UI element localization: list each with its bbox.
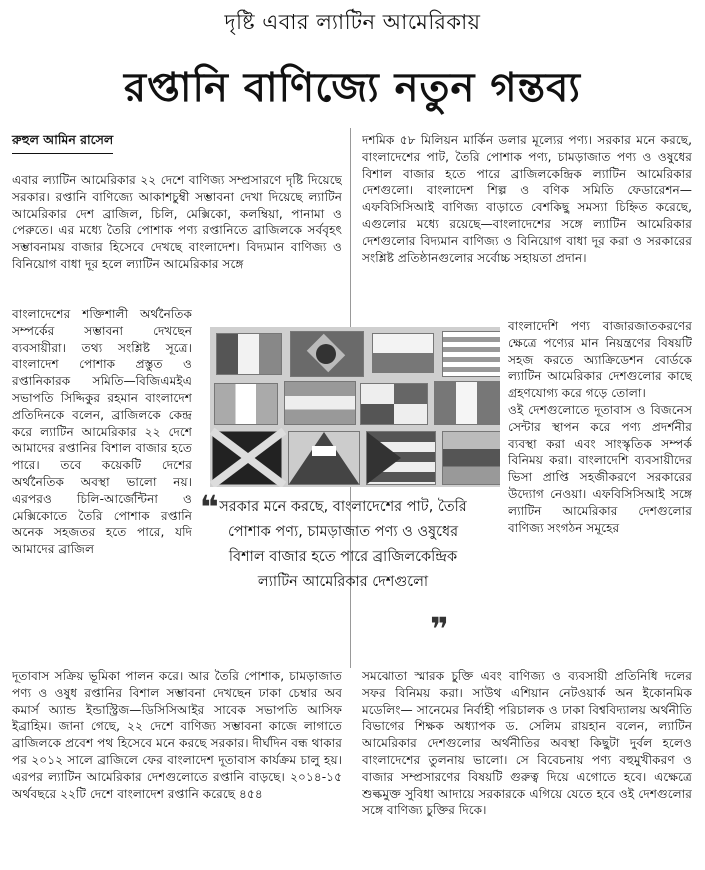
paragraph: ওই দেশগুলোতে দূতাবাস ও বিজনেস সেন্টার স্থাপন করে পণ্য প্রদর্শনীর ব্যবস্থা করা এবং সাংস্কৃতিক সম্পর্ক বিনিময় করা। বাংলাদেশি ব্যবসায়ীদের ভিসা প্রাপ্তি সহজীকরণে সরকারের উদ্যোগ নেওয়া। এফবিসিসিআই সঙ্গে ল্যাটিন আমেরিকার দেশগুলোর বাণিজ্য সংগঠন সমূহের bbox=[508, 402, 692, 535]
kicker: দৃষ্টি এবার ল্যাটিন আমেরিকায় bbox=[224, 10, 481, 34]
left-column-narrow bbox=[12, 306, 192, 666]
paragraph: সমঝোতা স্মারক চুক্তি এবং বাণিজ্য ও ব্যবসায়ী প্রতিনিধি দলের সফর বিনিময় করা। সাউথ এশিয়ান নেটওয়ার্ক অন ইকোনমিক মডেলিং— সানেমের নির্বাহী পরিচালক ও ঢাকা বিশ্ববিদ্যালয় অর্থনীতি বিভাগের শিক্ষক অধ্যাপক ড. সেলিম রায়হান বলেন, ল্যাটিন আমেরিকার দেশগুলোর অর্থনীতির অবস্থা কিছুটা দুর্বল হলেও বাংলাদেশের তুলনায় ভালো। সে বিবেচনায় পণ্য বহুমুখীকরণ ও বাজার সম্প্রসারণের বিষয়টি গুরুত্ব দিয়ে এগোতে হবে। এক্ষেত্রে শুল্কমুক্ত সুবিধা আদায়ে সরকারকে এগিয়ে যেতে হবে ওই দেশগুলোর সঙ্গে বাণিজ্য চুক্তির দিকে। bbox=[362, 669, 692, 818]
flag-peru bbox=[434, 381, 500, 425]
flag-panama bbox=[360, 383, 428, 425]
flag-brazil bbox=[290, 331, 364, 377]
paragraph: দশমিক ৫৮ মিলিয়ন মার্কিন ডলার মূল্যের পণ্য। সরকার মনে করছে, বাংলাদেশের পাট, তৈরি পোশাক পণ্য, চামড়াজাত পণ্য ও ওষুধের বিশাল বাজার হতে পারে ব্রাজিলকেন্দ্রিক ল্যাটিন আমেরিকার দেশগুলো। বাংলাদেশ শিল্প ও বণিক সমিতি ফেডারেশন—এফবিসিসিআই বাণিজ্য বাড়াতে বেশকিছু সমস্যা চিহ্নিত করেছে, এগুলোর মধ্যে রয়েছে—বাংলাদেশের সঙ্গে ল্যাটিন আমেরিকার দেশগুলোর বিদ্যমান বাণিজ্য ও বিনিয়োগ বাধা দূর করা ও সরকারের সংশ্লিষ্ট প্রতিষ্ঠানগুলোর সর্বোচ্চ সহায়তা প্রদান। bbox=[362, 133, 692, 265]
flag-guatemala bbox=[214, 383, 278, 425]
flag-mexico bbox=[216, 333, 282, 375]
flag-cuba bbox=[366, 431, 436, 485]
quote-open-mark: ❝ bbox=[200, 488, 219, 526]
flag-antigua bbox=[288, 431, 360, 485]
right-column-bottom bbox=[362, 668, 692, 864]
left-column-top bbox=[12, 172, 342, 307]
paragraph: বাংলাদেশি পণ্য বাজারজাতকরণের ক্ষেত্রে পণ্যের মান নিয়ন্ত্রণের বিষয়টি সহজ করতে অ্যাক্রিডেশন বোর্ডকে ল্যাটিন আমেরিকার দেশগুলোর কাছে গ্রহণযোগ্য করে গড়ে তোলা। bbox=[508, 319, 692, 401]
right-column-top bbox=[362, 132, 692, 316]
flag-jamaica bbox=[212, 431, 282, 485]
flag-argentina bbox=[284, 381, 356, 425]
paragraph: এবার ল্যাটিন আমেরিকার ২২ দেশে বাণিজ্য সম্প্রসারণে দৃষ্টি দিয়েছে সরকার। রপ্তানি বাণিজ্যে আকাশচুম্বী সম্ভাবনা দেখা দিয়েছে ল্যাটিন আমেরিকার দেশ ব্রাজিল, চিলি, মেক্সিকো, কলম্বিয়া, পানামা ও পেরুতে। এর মধ্যে তৈরি পোশাক পণ্য রপ্তানিতে ব্রাজিলকে সর্ববৃহৎ সম্ভাবনাময় বাজার হিসেবে দেখছে বাংলাদেশ। বিদ্যমান বাণিজ্য ও বিনিয়োগ বাধা দূর হলে ল্যাটিন আমেরিকার সঙ্গে bbox=[12, 173, 342, 271]
flag-chile bbox=[372, 333, 434, 373]
quote-close-mark: ❞ bbox=[430, 610, 449, 648]
right-column-narrow bbox=[508, 318, 692, 664]
flag-venezuela bbox=[442, 431, 500, 485]
paragraph: দূতাবাস সক্রিয় ভূমিকা পালন করে। আর তৈরি পোশাক, চামড়াজাত পণ্য ও ওষুধ রপ্তানির বিশাল সম্ভাবনা দেখছেন ঢাকা চেম্বার অব কমার্স অ্যান্ড ইন্ডাস্ট্রিজ—ডিসিসিআইর সাবেক সভাপতি আসিফ ইব্রাহিম। জানা গেছে, ২২ দেশে বাণিজ্য সম্ভাবনা কাজে লাগাতে ব্রাজিলকে প্রবেশ পথ হিসেবে মনে করছে সরকার। দীর্ঘদিন বন্ধ থাকার পর ২০১২ সালে ব্রাজিলে ফের বাংলাদেশ দূতাবাস কার্যক্রম চালু হয়। এরপর ল্যাটিন আমেরিকার দেশগুলোতে রপ্তানি বাড়ছে। ২০১৪-১৫ অর্থবছরে ২২টি দেশে বাংলাদেশ রপ্তানি করেছে ৪৫৪ bbox=[12, 669, 342, 801]
byline: রুহুল আমিন রাসেল bbox=[12, 132, 113, 154]
headline: রপ্তানি বাণিজ্যে নতুন গন্তব্য bbox=[124, 65, 581, 111]
flags-photo bbox=[210, 327, 500, 487]
pull-quote: সরকার মনে করছে, বাংলাদেশের পাট, তৈরি পোশাক পণ্য, চামড়াজাত পণ্য ও ওষুধের বিশাল বাজার হতে পারে ব্রাজিলকেন্দ্রিক ল্যাটিন আমেরিকার দেশগুলো bbox=[219, 499, 467, 590]
paragraph: বাংলাদেশের শক্তিশালী অর্থনৈতিক সম্পর্কের সম্ভাবনা দেখছেন ব্যবসায়ীরা। তথ্য সংশ্লিষ্ট সূত্রে। বাংলাদেশ পোশাক প্রস্তুত ও রপ্তানিকারক সমিতি—বিজিএমইএ সভাপতি সিদ্দিকুর রহমান বাংলাদেশ প্রতিদিনকে বলেন, ব্রাজিলকে কেন্দ্র করে ল্যাটিন আমেরিকার ২২ দেশে আমাদের রপ্তানির বিশাল বাজার হতে পারে। তবে কয়েকটি দেশের অর্থনৈতিক অবস্থা ভালো নয়। এরপরও চিলি-আর্জেন্টিনা ও মেক্সিকোতে তৈরি পোশাক রপ্তানি অনেক সহজতর হতে পারে, যদি আমাদের ব্রাজিল bbox=[12, 307, 192, 557]
flag-stripes bbox=[442, 331, 500, 377]
left-column-bottom bbox=[12, 668, 342, 864]
